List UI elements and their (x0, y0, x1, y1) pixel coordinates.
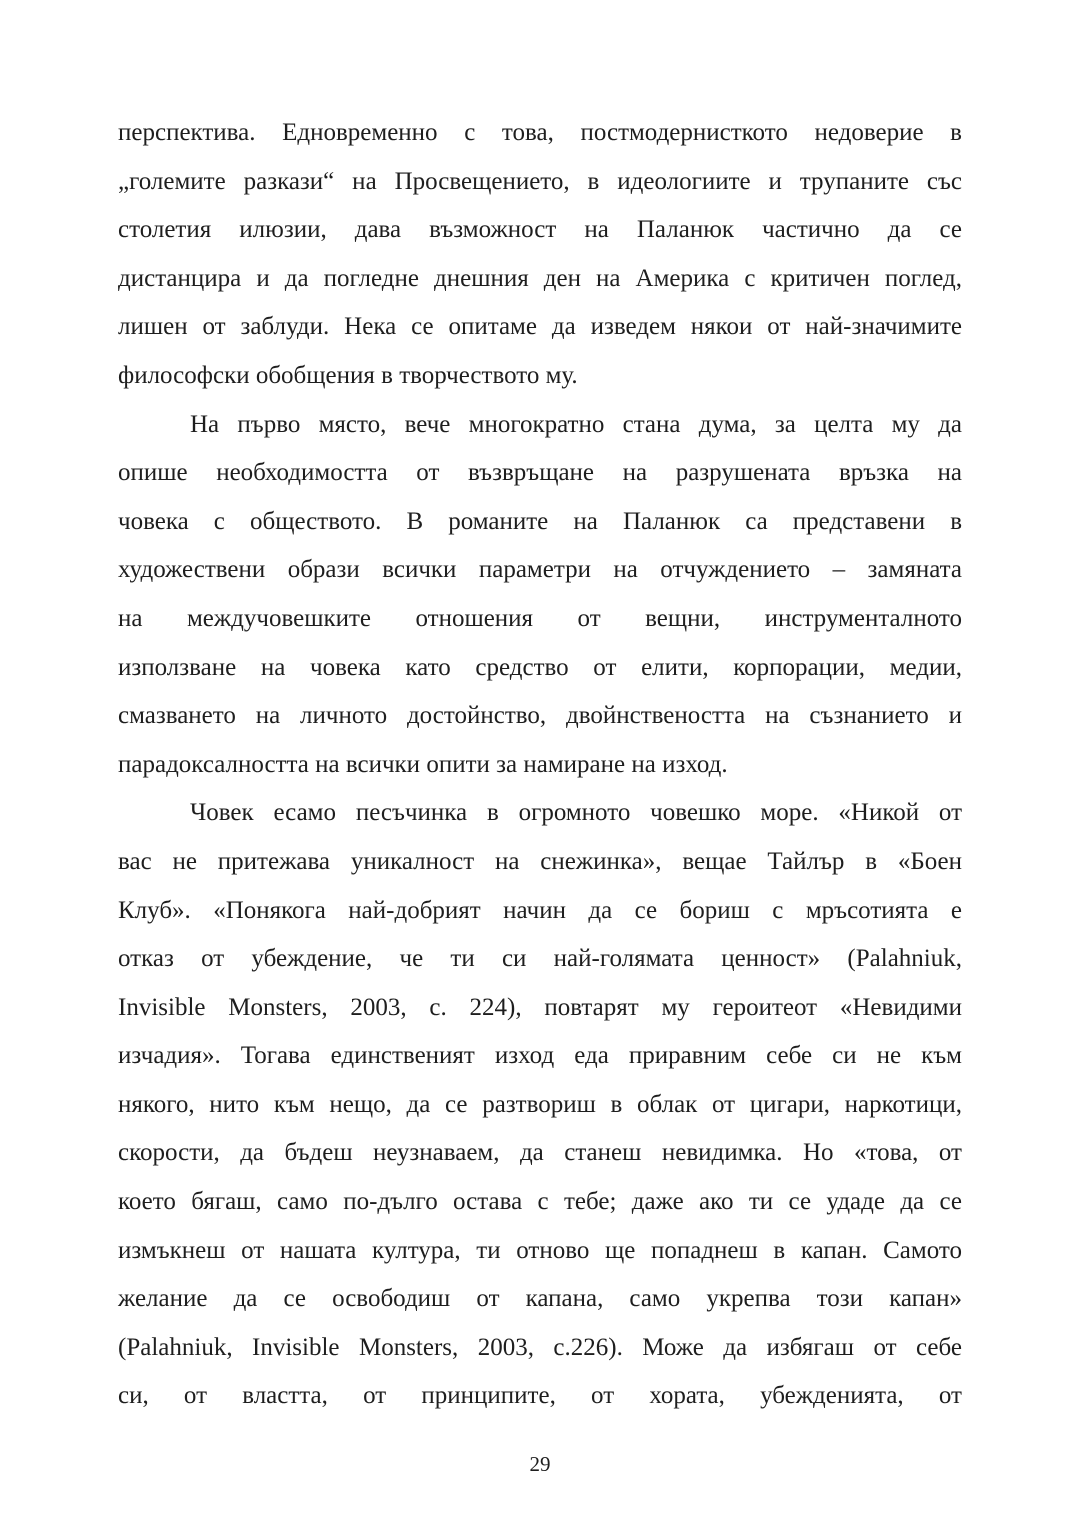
text-line: използване на човека като средство от елити, корпорации, медии, (118, 653, 962, 681)
text-line: парадоксалността на всички опити за намиране на изход. (118, 750, 728, 778)
text-line: изчадия». Тогава единственият изход еда приравним себе си не към (118, 1042, 962, 1070)
text-line: (Palahniuk, Invisible Monsters, 2003, с.226). Може да избягаш от себе (118, 1333, 962, 1361)
text-line: На първо място, вече многократно стана дума, за целта му да (190, 410, 962, 438)
text-line: Клуб». «Понякога най-добрият начин да се бориш с мръсотията е (118, 896, 962, 924)
text-line: философски обобщения в творчеството му. (118, 361, 578, 389)
text-line: на междучовешките отношения от вещни, инструменталното (118, 604, 962, 632)
text-line: вас не притежава уникалност на снежинка», вещае Тайлър в «Боен (118, 847, 962, 875)
text-line: си, от властта, от принципите, от хората, убежденията, от (118, 1382, 962, 1410)
text-line: дистанцира и да погледне днешния ден на Америка с критичен поглед, (118, 264, 962, 292)
paragraph-2 (118, 401, 962, 790)
text-line: Човек есамо песъчинка в огромното човешко море. «Никой от (190, 799, 962, 827)
body-text (118, 109, 962, 1421)
text-line: Invisible Monsters, 2003, с. 224), повтарят му героитеот «Невидими (118, 993, 962, 1021)
text-line: лишен от заблуди. Нека се опитаме да изведем някои от най-значимите (118, 313, 962, 341)
text-line: отказ от убеждение, че ти си най-голямата ценност» (Palahniuk, (118, 945, 962, 973)
text-line: измъкнеш от нашата култура, ти отново ще попаднеш в капан. Самото (118, 1236, 962, 1264)
text-line: смазването на личното достойнство, двойнствеността на съзнанието и (118, 702, 962, 730)
text-line: опише необходимостта от възвръщане на разрушената връзка на (118, 459, 962, 487)
text-line: „големите разкази“ на Просвещението, в идеологиите и трупаните със (118, 167, 962, 195)
text-line: човека с обществото. В романите на Паланюк са представени в (118, 507, 962, 535)
page-number: 29 (529, 1452, 551, 1476)
text-line: скорости, да бъдеш неузнаваем, да станеш невидимка. Но «това, от (118, 1139, 962, 1167)
text-line: което бягаш, само по-дълго остава с тебе; даже ако ти се удаде да се (118, 1188, 962, 1216)
paragraph-1 (118, 109, 962, 401)
text-line: някого, нито към нещо, да се разтвориш в облак от цигари, наркотици, (118, 1090, 962, 1118)
text-line: художествени образи всички параметри на отчуждението – замяната (118, 556, 962, 584)
text-line: столетия илюзии, дава възможност на Паланюк частично да се (118, 216, 962, 244)
text-line: желание да се освободиш от капана, само укрепва този капан» (118, 1285, 962, 1313)
text-line: перспектива. Едновременно с това, постмодернисткото недоверие в (118, 119, 962, 146)
paragraph-3 (118, 789, 962, 1421)
